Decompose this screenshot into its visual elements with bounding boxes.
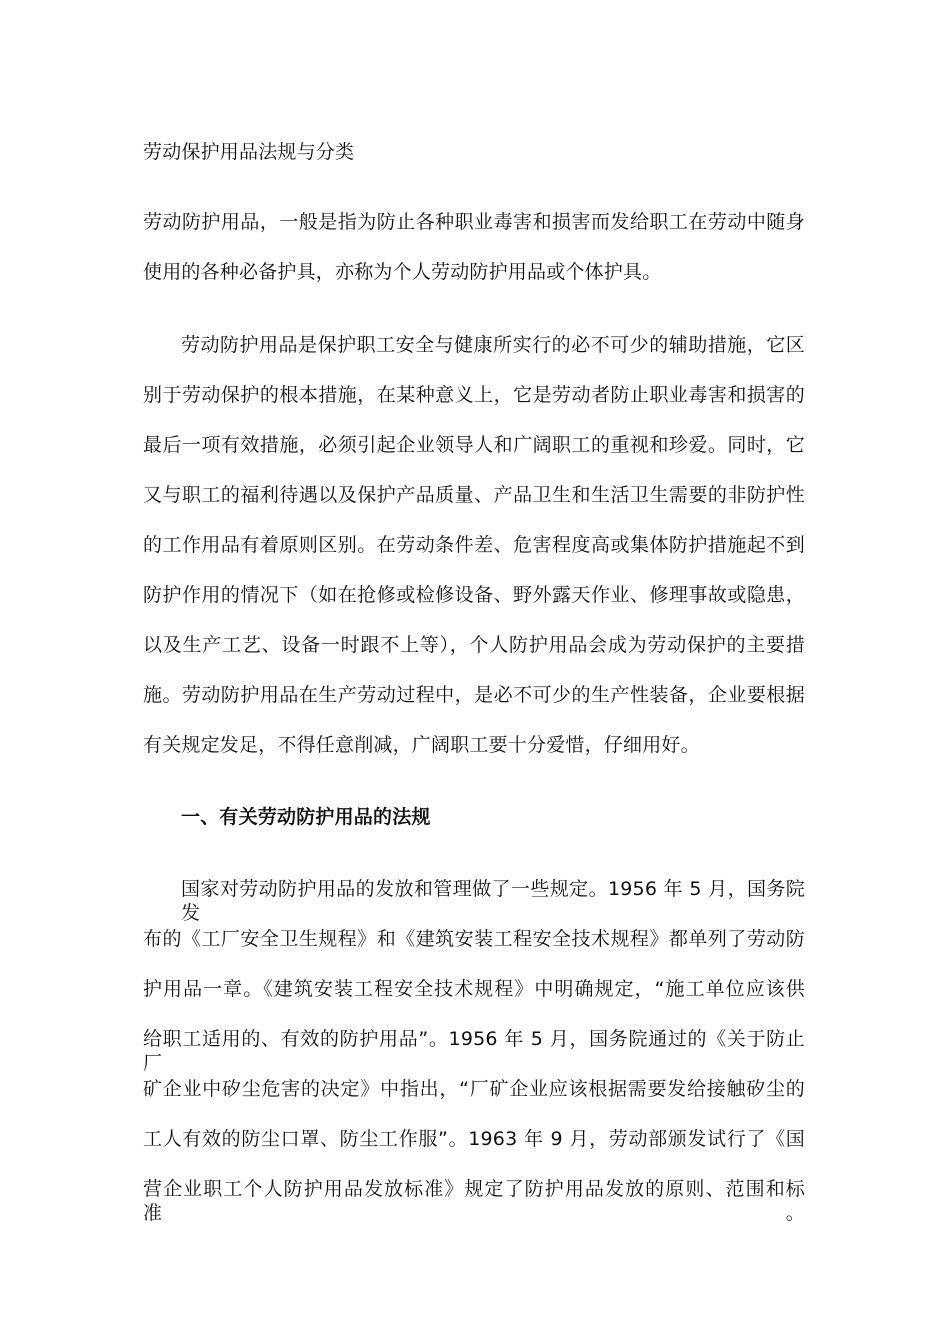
paragraph1-line-5: 的工作用品有着原则区别。在劳动条件差、危害程度高或集体防护措施起不到 <box>143 534 805 556</box>
paragraph2-line-7: 营企业职工个人防护用品发放标准》规定了防护用品发放的原则、范围和标准。 <box>143 1178 805 1224</box>
paragraph1-line-1: 劳动防护用品是保护职工安全与健康所实行的必不可少的辅助措施，它区 <box>181 334 805 356</box>
paragraph2-line-6: 工人有效的防尘口罩、防尘工作服”。1963 年 9 月，劳动部颁发试行了《国 <box>143 1128 805 1150</box>
paragraph2-line-5: 矿企业中矽尘危害的决定》中指出，“厂矿企业应该根据需要发给接触矽尘的 <box>143 1078 805 1100</box>
paragraph1-line-2: 别于劳动保护的根本措施，在某种意义上，它是劳动者防止职业毒害和损害的 <box>143 384 805 406</box>
paragraph2-line-3: 护用品一章。《建筑安装工程安全技术规程》中明确规定，“施工单位应该供 <box>143 978 805 1000</box>
paragraph2-line-4: 给职工适用的、有效的防护用品”。1956 年 5 月，国务院通过的《关于防止厂 <box>143 1028 805 1074</box>
paragraph1-line-6: 防护作用的情况下（如在抢修或检修设备、野外露天作业、修理事故或隐患， <box>143 584 805 606</box>
paragraph1-line-4: 又与职工的福利待遇以及保护产品质量、产品卫生和生活卫生需要的非防护性 <box>143 484 805 506</box>
paragraph1-line-3: 最后一项有效措施，必须引起企业领导人和广阔职工的重视和珍爱。同时，它 <box>143 434 805 456</box>
document-title: 劳动保护用品法规与分类 <box>143 141 355 163</box>
paragraph1-line-9: 有关规定发足，不得任意削减，广阔职工要十分爱惜，仔细用好。 <box>143 734 700 756</box>
section1-heading: 一、有关劳动防护用品的法规 <box>181 806 431 828</box>
paragraph2-line-2: 布的《工厂安全卫生规程》和《建筑安装工程安全技术规程》都单列了劳动防 <box>143 928 805 950</box>
intro-line-1: 劳动防护用品，一般是指为防止各种职业毒害和损害而发给职工在劳动中随身 <box>143 211 805 233</box>
document-page <box>143 0 805 1344</box>
paragraph1-line-7: 以及生产工艺、设备一时跟不上等），个人防护用品会成为劳动保护的主要措 <box>143 634 805 656</box>
intro-line-2: 使用的各种必备护具，亦称为个人劳动防护用品或个体护具。 <box>143 261 662 283</box>
paragraph2-line-1: 国家对劳动防护用品的发放和管理做了一些规定。1956 年 5 月，国务院发 <box>181 878 805 924</box>
paragraph1-line-8: 施。劳动防护用品在生产劳动过程中，是必不可少的生产性装备，企业要根据 <box>143 684 805 706</box>
